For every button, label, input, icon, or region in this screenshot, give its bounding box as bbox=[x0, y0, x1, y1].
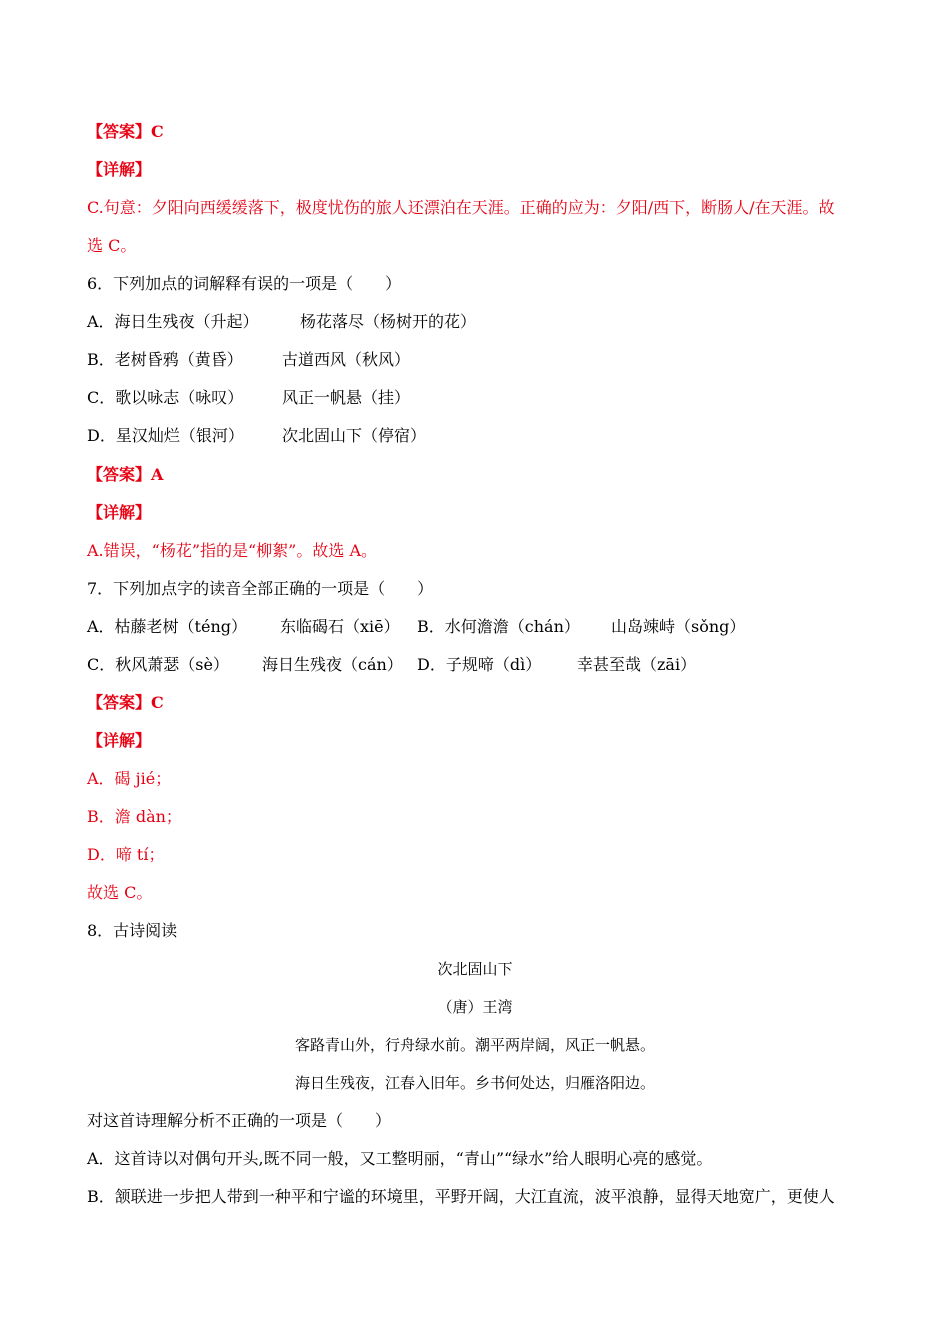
detail-label: 【详解】 bbox=[87, 503, 152, 522]
answer-label: 【答案】C bbox=[87, 122, 164, 141]
question-stem: 对这首诗理解分析不正确的一项是（ ） bbox=[87, 1111, 392, 1130]
poem-title: 次北固山下 bbox=[437, 960, 513, 978]
option-part: A．枯藤老树（téng） bbox=[87, 617, 248, 636]
detail-text: C.句意：夕阳向西缓缓落下，极度忧伤的旅人还漂泊在天涯。正确的应为：夕阳/西下，断肠人/在天涯。故 bbox=[87, 198, 835, 217]
question-option bbox=[87, 349, 863, 371]
poem-line: 海日生残夜，江春入旧年。乡书何处达，归雁洛阳边。 bbox=[294, 1074, 655, 1092]
detail-text: B．澹 dàn； bbox=[87, 807, 182, 826]
option-part: 山岛竦峙（sǒng） bbox=[611, 617, 746, 636]
option-part: D．子规啼（dì） bbox=[417, 655, 542, 674]
answer-label: 【答案】A bbox=[87, 465, 164, 484]
poem-author: （唐）王湾 bbox=[437, 998, 513, 1016]
detail-text: A．碣 jié； bbox=[87, 769, 172, 788]
detail-text: D．啼 tí； bbox=[87, 845, 165, 864]
option-part: 杨花落尽（杨树开的花） bbox=[300, 312, 477, 331]
option-part: 海日生残夜（cán） bbox=[262, 655, 403, 674]
question-stem: 6．下列加点的词解释有误的一项是（ ） bbox=[87, 274, 402, 293]
answer-label: 【答案】C bbox=[87, 693, 164, 712]
option-part: 幸甚至哉（zāi） bbox=[577, 655, 697, 674]
option-part: 古道西风（秋风） bbox=[282, 350, 411, 369]
detail-label: 【详解】 bbox=[87, 160, 152, 179]
question-option bbox=[87, 654, 863, 676]
question-stem: 8．古诗阅读 bbox=[87, 921, 178, 940]
option-part: A．海日生残夜（升起） bbox=[87, 312, 259, 331]
question-stem: 7．下列加点字的读音全部正确的一项是（ ） bbox=[87, 579, 434, 598]
option-part: C．歌以咏志（咏叹） bbox=[87, 388, 244, 407]
question-option bbox=[87, 387, 863, 409]
poem-line: 客路青山外，行舟绿水前。潮平两岸阔，风正一帆悬。 bbox=[294, 1036, 655, 1054]
option-part: D．星汉灿烂（银河） bbox=[87, 426, 244, 445]
option-part: 风正一帆悬（挂） bbox=[282, 388, 411, 407]
option-part: C．秋风萧瑟（sè） bbox=[87, 655, 229, 674]
question-option bbox=[87, 425, 863, 447]
detail-label: 【详解】 bbox=[87, 731, 152, 750]
option-part: B．老树昏鸦（黄昏） bbox=[87, 350, 243, 369]
option-part: 次北固山下（停宿） bbox=[282, 426, 427, 445]
question-option bbox=[87, 616, 863, 638]
question-option bbox=[87, 311, 863, 333]
detail-text: A.错误，“杨花”指的是“柳絮”。故选 A。 bbox=[87, 541, 378, 560]
detail-text: 选 C。 bbox=[87, 236, 137, 255]
option-part: 东临碣石（xiē） bbox=[280, 617, 400, 636]
option-part: B．水何澹澹（chán） bbox=[417, 617, 580, 636]
question-option: A．这首诗以对偶句开头,既不同一般，又工整明丽，“青山”“绿水”给人眼明心亮的感觉。 bbox=[87, 1149, 713, 1168]
question-option: B．颔联进一步把人带到一种平和宁谧的环境里，平野开阔，大江直流，波平浪静，显得天地宽广，更使人 bbox=[87, 1187, 835, 1206]
detail-text: 故选 C。 bbox=[87, 883, 153, 902]
